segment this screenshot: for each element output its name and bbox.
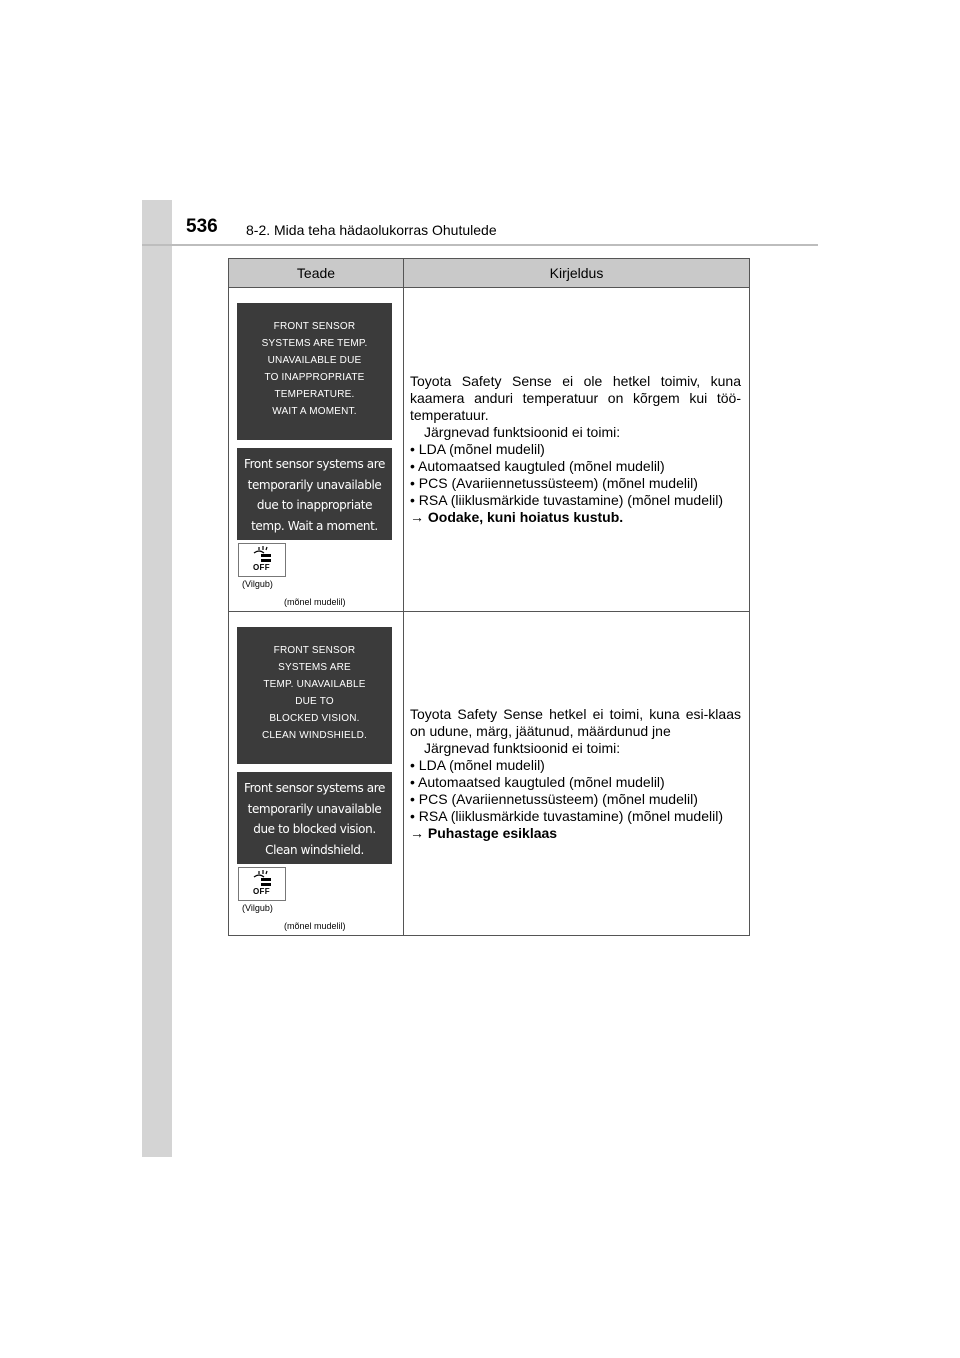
display-line: Front sensor systems are <box>243 457 385 471</box>
display-line: due to blocked vision. <box>253 822 376 836</box>
header-rule <box>142 244 818 246</box>
display-line: WAIT A MOMENT. <box>272 406 357 417</box>
list-item: • LDA (mõnel mudelil) <box>410 441 545 457</box>
icon-flash-note: (Vilgub) <box>242 579 273 589</box>
display-line: FRONT SENSOR <box>273 645 356 656</box>
column-header-message: Teade <box>229 259 404 288</box>
display-line: SYSTEMS ARE TEMP. <box>261 338 368 349</box>
display-line: UNAVAILABLE DUE <box>267 355 362 366</box>
display-line: TO INAPPROPRIATE <box>264 372 365 383</box>
action-text: Oodake, kuni hoiatus kustub. <box>427 509 624 525</box>
list-item: • LDA (mõnel mudelil) <box>410 756 545 773</box>
page-number: 536 <box>186 216 218 237</box>
action-text: Puhastage esiklaas <box>427 824 558 841</box>
list-item: • RSA (liiklusmärkide tuvastamine) (mõnel mudelil) <box>410 807 723 824</box>
icon-flash-note: (Vilgub) <box>242 903 273 913</box>
section-title: 8-2. Mida teha hädaolukorras Ohutulede <box>246 222 497 238</box>
table-header-row <box>229 259 750 288</box>
display-line: CLEAN WINDSHIELD. <box>261 730 368 741</box>
description-subtext: Järgnevad funktsioonid ei toimi: <box>424 739 621 756</box>
action-instruction <box>410 509 741 526</box>
icon-off-label: OFF <box>253 887 270 896</box>
display-line: temp. Wait a moment. <box>251 518 378 533</box>
display-screen-text <box>237 627 392 764</box>
warning-message-table <box>228 258 750 936</box>
list-item: • Automaatsed kaugtuled (mõnel mudelil) <box>410 458 665 474</box>
icon-off-label: OFF <box>253 563 270 572</box>
list-item: • PCS (Avariiennetussüsteem) (mõnel mudelil) <box>410 475 698 491</box>
column-header-description: Kirjeldus <box>404 259 750 288</box>
description-cell <box>404 288 750 612</box>
display-line: Clean windshield. <box>265 842 364 857</box>
display-line: DUE TO <box>295 696 334 707</box>
message-cell <box>229 612 404 936</box>
list-item: • Automaatsed kaugtuled (mõnel mudelil) <box>410 773 665 790</box>
display-screen-text <box>237 303 392 440</box>
arrow-icon: → <box>410 509 424 525</box>
table-row <box>229 288 750 612</box>
message-cell <box>229 288 404 612</box>
display-screen-mixed <box>237 448 392 540</box>
variant-note: (mõnel mudelil) <box>284 921 346 931</box>
table-row <box>229 612 750 936</box>
side-tab-bar <box>142 200 172 1157</box>
description-text: Toyota Safety Sense hetkel ei toimi, kuna esi-klaas on udune, märg, jäätunud, määrdunud jne <box>410 705 741 739</box>
display-line: temporarily unavailable <box>247 801 382 816</box>
list-item: • RSA (liiklusmärkide tuvastamine) (mõnel mudelil) <box>410 492 723 508</box>
display-line: TEMP. UNAVAILABLE <box>263 679 366 690</box>
description-subtext: Järgnevad funktsioonid ei toimi: <box>424 424 621 440</box>
description-cell <box>404 612 750 936</box>
display-line: Front sensor systems are <box>243 781 385 795</box>
variant-note: (mõnel mudelil) <box>284 597 346 607</box>
pcs-off-warning-icon <box>238 543 286 577</box>
display-line: BLOCKED VISION. <box>269 713 360 724</box>
display-line: TEMPERATURE. <box>274 389 355 400</box>
display-line: due to inappropriate <box>256 498 373 512</box>
display-line: FRONT SENSOR <box>273 321 356 332</box>
pcs-off-warning-icon <box>238 867 286 901</box>
arrow-icon: → <box>410 824 424 841</box>
display-line: SYSTEMS ARE <box>278 662 351 673</box>
action-instruction <box>410 825 741 842</box>
display-screen-mixed <box>237 772 392 864</box>
list-item: • PCS (Avariiennetussüsteem) (mõnel mudelil) <box>410 790 698 807</box>
description-text: Toyota Safety Sense ei ole hetkel toimiv, kuna kaamera anduri temperatuur on kõrgem kui töö-temperatuur. <box>410 373 741 423</box>
display-line: temporarily unavailable <box>247 477 382 492</box>
